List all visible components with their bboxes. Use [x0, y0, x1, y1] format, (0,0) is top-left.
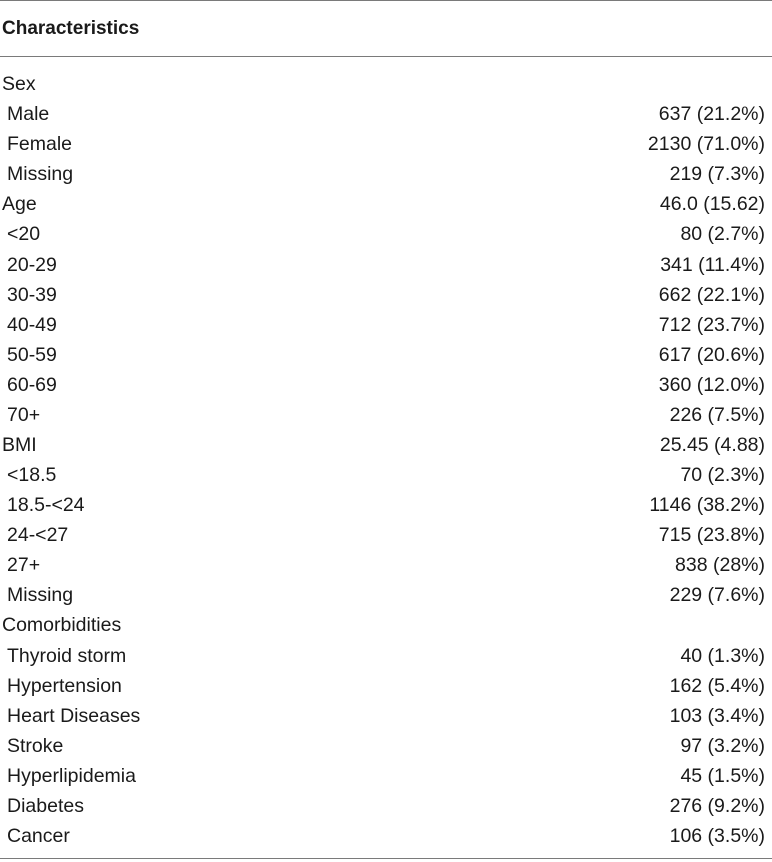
row-value: 226 (7.5%)	[669, 403, 765, 426]
row-value: 360 (12.0%)	[658, 373, 765, 396]
row-label: Heart Diseases	[7, 704, 141, 727]
row-value: 617 (20.6%)	[658, 343, 765, 366]
table-row	[0, 520, 772, 550]
row-label: Hypertension	[7, 674, 122, 697]
group-label: BMI	[2, 433, 37, 456]
table-row	[0, 249, 772, 279]
table-row	[0, 69, 772, 99]
row-label: 18.5-<24	[7, 494, 85, 517]
row-label: 20-29	[7, 253, 57, 276]
row-value: 80 (2.7%)	[680, 223, 765, 246]
table-row	[0, 671, 772, 701]
row-value: 1146 (38.2%)	[649, 494, 765, 517]
table-row	[0, 580, 772, 610]
row-label: 27+	[7, 554, 41, 577]
row-value: 838 (28%)	[675, 554, 765, 577]
group-label: Sex	[2, 73, 36, 96]
table-row	[0, 99, 772, 129]
row-label: <20	[7, 223, 41, 246]
table-body	[0, 69, 772, 851]
table-row	[0, 701, 772, 731]
row-label: Missing	[7, 163, 74, 186]
table-row	[0, 731, 772, 761]
top-rule	[0, 0, 772, 1]
row-label: <18.5	[7, 464, 57, 487]
table-row	[0, 460, 772, 490]
row-label: Diabetes	[7, 794, 84, 817]
row-value: 45 (1.5%)	[680, 764, 765, 787]
table-row	[0, 550, 772, 580]
row-value: 276 (9.2%)	[669, 794, 765, 817]
row-value: 341 (11.4%)	[660, 253, 765, 276]
row-value: 662 (22.1%)	[658, 283, 765, 306]
bottom-rule	[0, 858, 772, 859]
table-row	[0, 640, 772, 670]
row-label: Cancer	[7, 824, 70, 847]
row-label: Female	[7, 133, 73, 156]
table-row	[0, 430, 772, 460]
row-label: Thyroid storm	[7, 644, 127, 667]
row-value: 46.0 (15.62)	[659, 193, 765, 216]
table-row	[0, 761, 772, 791]
table-header: Characteristics	[2, 18, 140, 39]
row-label: Stroke	[7, 734, 64, 757]
group-label: Age	[2, 193, 37, 216]
table-row	[0, 610, 772, 640]
row-label: Hyperlipidemia	[7, 764, 136, 787]
row-label: 40-49	[7, 313, 57, 336]
row-value: 162 (5.4%)	[669, 674, 765, 697]
table-row	[0, 159, 772, 189]
row-value: 70 (2.3%)	[680, 464, 765, 487]
table-row	[0, 310, 772, 340]
group-label: Comorbidities	[2, 614, 122, 637]
row-value: 97 (3.2%)	[680, 734, 765, 757]
table-row	[0, 370, 772, 400]
row-value: 637 (21.2%)	[658, 103, 765, 126]
table-row	[0, 821, 772, 851]
row-label: 70+	[7, 403, 41, 426]
table-row	[0, 340, 772, 370]
row-label: 60-69	[7, 373, 57, 396]
row-value: 712 (23.7%)	[658, 313, 765, 336]
row-label: 30-39	[7, 283, 57, 306]
table-row	[0, 490, 772, 520]
row-value: 25.45 (4.88)	[659, 433, 765, 456]
row-label: Missing	[7, 584, 74, 607]
row-value: 2130 (71.0%)	[647, 133, 765, 156]
header-rule	[0, 56, 772, 57]
row-value: 715 (23.8%)	[658, 524, 765, 547]
table-row	[0, 129, 772, 159]
row-value: 103 (3.4%)	[669, 704, 765, 727]
table-row	[0, 400, 772, 430]
row-label: 50-59	[7, 343, 57, 366]
row-value: 219 (7.3%)	[669, 163, 765, 186]
row-value: 40 (1.3%)	[680, 644, 765, 667]
table-row	[0, 189, 772, 219]
row-value: 106 (3.5%)	[669, 824, 765, 847]
row-label: Male	[7, 103, 50, 126]
row-value: 229 (7.6%)	[669, 584, 765, 607]
row-label: 24-<27	[7, 524, 69, 547]
table-row	[0, 280, 772, 310]
table-row	[0, 791, 772, 821]
table-row	[0, 219, 772, 249]
